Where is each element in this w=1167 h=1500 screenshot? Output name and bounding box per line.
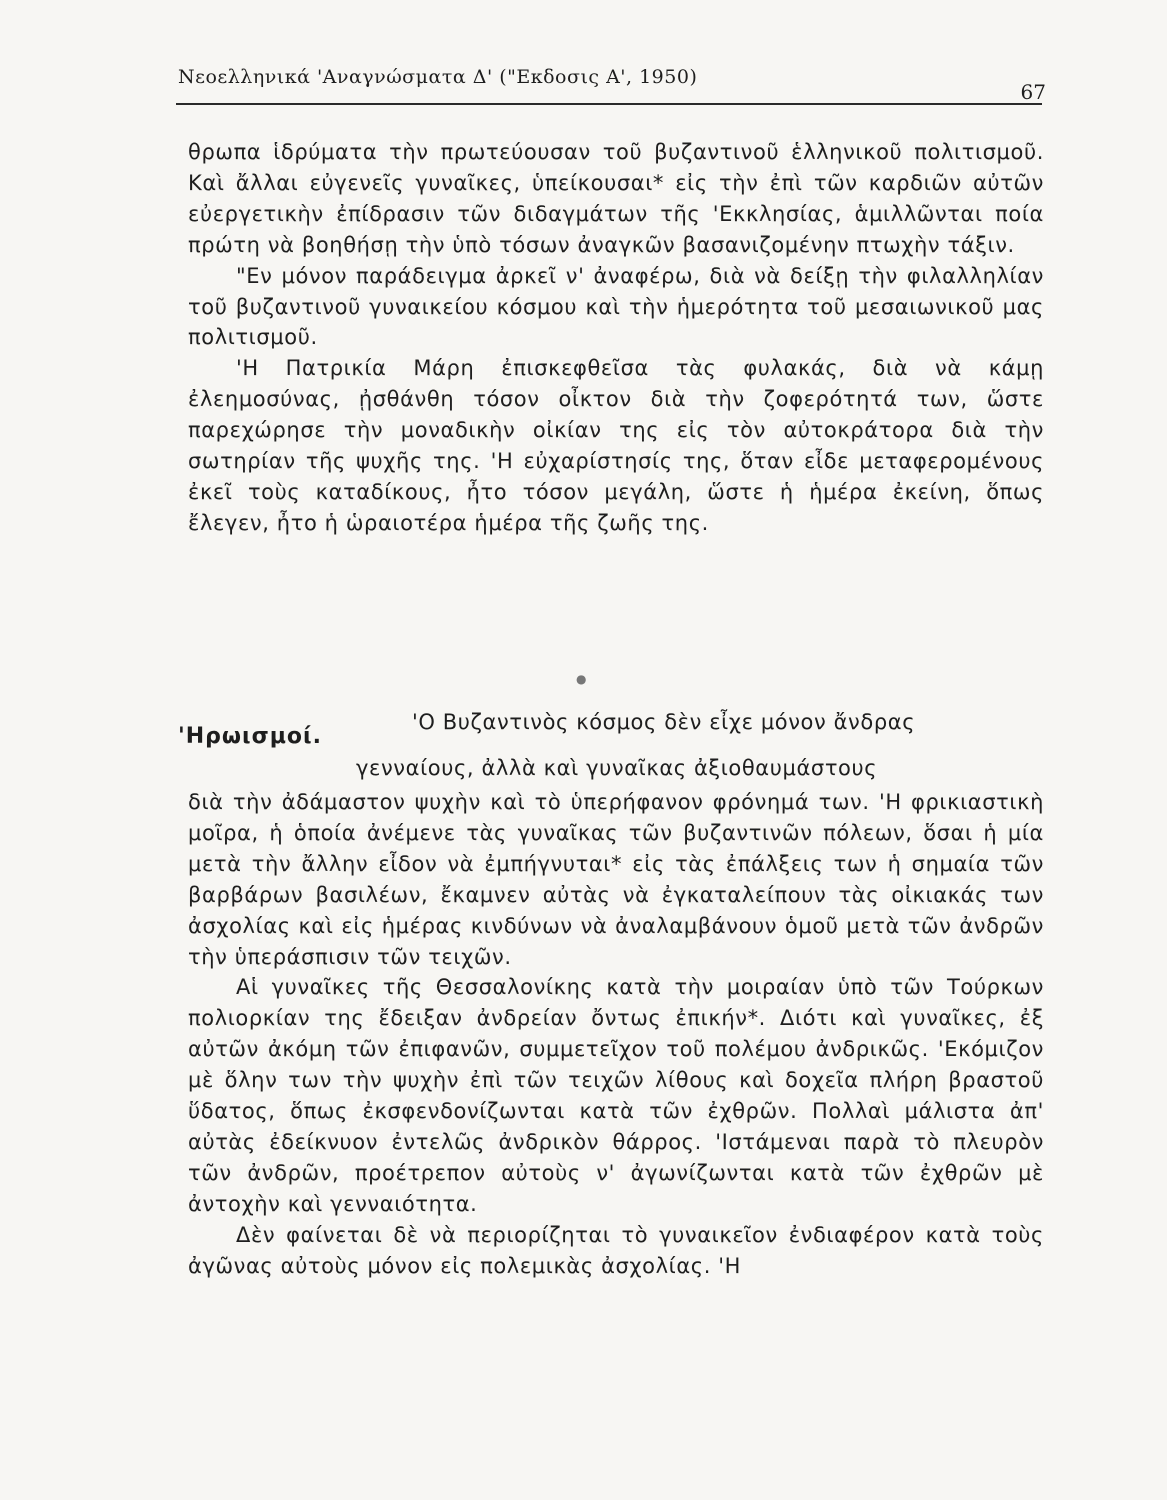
page-header [178, 66, 1048, 106]
section-lead-line-1: 'Ο Βυζαντινὸς κόσμος δὲν εἶχε μόνον ἄνδρας [412, 710, 916, 734]
section-heading: 'Ηρωισμοί. [178, 724, 322, 749]
paragraph-continued: θρωπα ἱδρύματα τὴν πρωτεύουσαν τοῦ βυζαντινοῦ ἑλληνικοῦ πολιτισμοῦ. Καὶ ἄλλαι εὐγενεῖς γυναῖκες, ὑπείκουσαι* εἰς τὴν ἐπὶ τῶν καρδιῶν αὐτῶν εὐεργετικὴν ἐπίδρασιν τῶν διδαγμάτων τῆς 'Εκκλησίας, ἁμιλλῶνται ποία πρώτη νὰ βοηθήσῃ τὴν ὑπὸ τόσων ἀναγκῶν βασανιζομένην πτωχὴν τάξιν. [188, 140, 1044, 257]
ornament-dot: ● [576, 672, 587, 686]
text-block-top [188, 137, 1044, 539]
header-rule [176, 103, 1042, 105]
paragraph-final: Δὲν φαίνεται δὲ νὰ περιορίζηται τὸ γυναικεῖον ἐνδιαφέρον κατὰ τοὺς ἀγῶνας αὐτοὺς μόνον εἰς πολεμικὰς ἀσχολίας. 'Η [188, 1222, 1044, 1278]
text-block-bottom [188, 787, 1044, 1282]
paragraph-thessaloniki: Αἱ γυναῖκες τῆς Θεσσαλονίκης κατὰ τὴν μοιραίαν ὑπὸ τῶν Τούρκων πολιορκίαν της ἔδειξαν ἀνδρείαν ὄντως ἐπικήν*. Διότι καὶ γυναῖκες, ἐξ αὐτῶν ἀκόμη τῶν ἐπιφανῶν, συμμετεῖχον τοῦ πολέμου ἀνδρικῶς. 'Εκόμιζον μὲ ὅλην των τὴν ψυχὴν ἐπὶ τῶν τειχῶν λίθους καὶ δοχεῖα πλήρη βραστοῦ ὕδατος, ὅπως ἐκσφενδονίζωνται κατὰ τῶν ἐχθρῶν. Πολλαὶ μάλιστα ἀπ' αὐτὰς ἐδείκνυον ἐντελῶς ἀνδρικὸν θάρρος. 'Ιστάμεναι παρὰ τὸ πλευρὸν τῶν ἀνδρῶν, προέτρεπον αὐτοὺς ν' ἀγωνίζωνται κατὰ τῶν ἐχθρῶν μὲ ἀντοχὴν καὶ γενναιότητα. [188, 975, 1044, 1216]
paragraph-patrikia-mari: 'Η Πατρικία Μάρη ἐπισκεφθεῖσα τὰς φυλακάς, διὰ νὰ κάμῃ ἐλεημοσύνας, ᾐσθάνθη τόσον οἶκτον διὰ τὴν ζοφερότητά των, ὥστε παρεχώρησε τὴν μοναδικὴν οἰκίαν της εἰς τὸν αὐτοκράτορα διὰ τὴν σωτηρίαν τῆς ψυχῆς της. 'Η εὐχαρίστησίς της, ὅταν εἶδε μεταφερομένους ἐκεῖ τοὺς καταδίκους, ἦτο τόσον μεγάλη, ὥστε ἡ ἡμέρα ἐκείνη, ὅπως ἔλεγεν, ἦτο ἡ ὡραιοτέρα ἡμέρα τῆς ζωῆς της. [188, 356, 1044, 535]
page-number: 67 [1020, 80, 1046, 104]
running-title: Νεοελληνικά 'Αναγνώσματα Δ' ("Εκδοσις Α', 1950) [178, 66, 698, 88]
section-lead-line-2: γενναίους, ἀλλὰ καὶ γυναῖκας ἀξιοθαυμάστους [356, 756, 878, 780]
paragraph-example: "Εν μόνον παράδειγμα ἀρκεῖ ν' ἀναφέρω, διὰ νὰ δείξῃ τὴν φιλαλληλίαν τοῦ βυζαντινοῦ γυναικείου κόσμου καὶ τὴν ἡμερότητα τοῦ μεσαιωνικοῦ μας πολιτισμοῦ. [188, 263, 1044, 350]
paragraph-heroism-continued: διὰ τὴν ἀδάμαστον ψυχὴν καὶ τὸ ὑπερήφανον φρόνημά των. 'Η φρικιαστικὴ μοῖρα, ἡ ὁποία ἀνέμενε τὰς γυναῖκας τῶν βυζαντινῶν πόλεων, ὅσαι ἡ μία μετὰ τὴν ἄλλην εἶδον νὰ ἐμπήγνυται* εἰς τὰς ἐπάλξεις των ἡ σημαία τῶν βαρβάρων βασιλέων, ἔκαμνεν αὐτὰς νὰ ἐγκαταλείπουν τὰς οἰκιακάς των ἀσχολίας καὶ εἰς ἡμέρας κινδύνων νὰ ἀναλαμβάνουν ὁμοῦ μετὰ τῶν ἀνδρῶν τὴν ὑπεράσπισιν τῶν τειχῶν. [188, 790, 1044, 969]
